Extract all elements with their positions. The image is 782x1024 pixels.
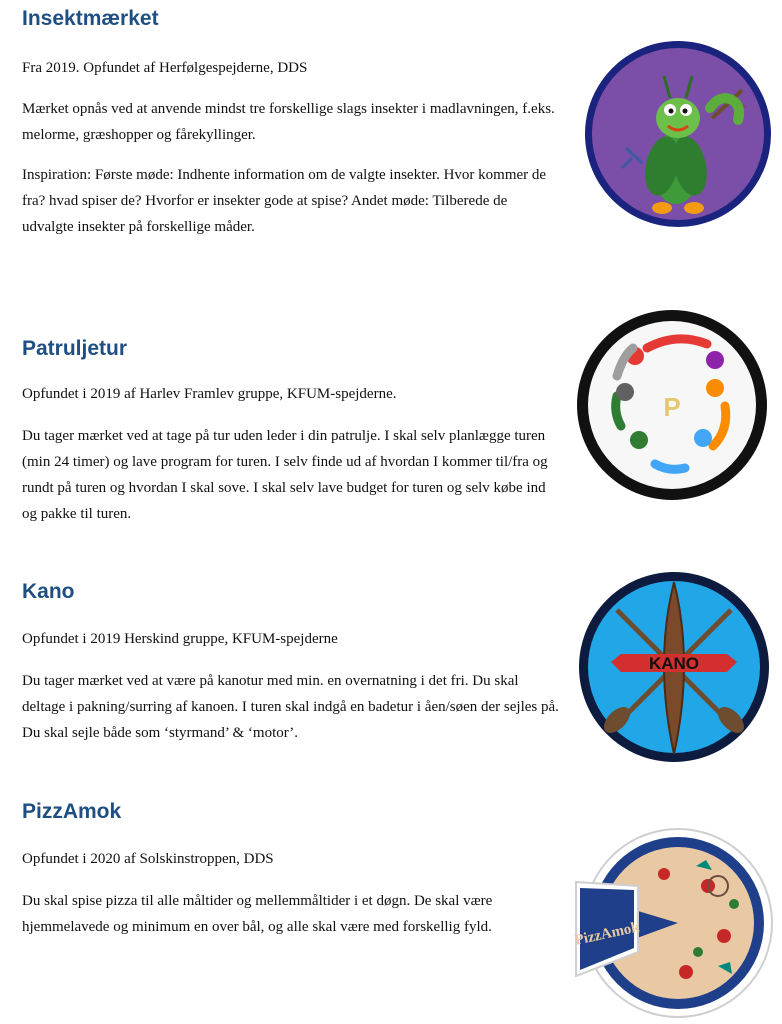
badge-text: PizzAmok [573,919,642,949]
section-origin: Opfundet i 2020 af Solskinstroppen, DDS [22,851,274,867]
section-origin: Opfundet i 2019 Herskind gruppe, KFUM-spejderne [22,631,338,647]
section-title: Patruljetur [22,337,128,360]
section-paragraph: Inspiration: Første møde: Indhente information om de valgte insekter. Hvor kommer de fra? hvad spiser de? Hvorfor er insekter gode at spise? Andet møde: Tilberede de udvalgte insekter på forskellige måder. [22,167,547,235]
badge-letter: P [663,392,681,422]
badge-banner: KANO [648,654,700,673]
grasshopper-badge-icon [582,38,774,230]
pizza-badge-icon [568,826,778,1020]
section-origin: Opfundet i 2019 af Harlev Framlev gruppe, KFUM-spejderne. [22,386,397,402]
section-paragraph: Du tager mærket ved at være på kanotur med min. en overnatning i det fri. Du skal deltage i pakning/surring af kanoen. I turen skal indgå en badetur i åen/søen der sejles på. Du skal sejle både som ‘styrmand’ & ‘motor’. [22,673,559,741]
section-title: Insektmærket [22,7,159,30]
section-paragraph: Du skal spise pizza til alle måltider og mellemmåltider i et døgn. De skal være hjemmelavede og minimum en over bål, og alle skal være med forskellig fyld. [22,893,493,935]
patrol-circle-badge-icon [575,308,769,502]
section-paragraph: Mærket opnås ved at anvende mindst tre forskellige slags insekter i madlavningen, f.eks. melorme, græshopper og fårekyllinger. [22,101,555,143]
section-origin: Fra 2019. Opfundet af Herfølgespejderne, DDS [22,60,308,76]
section-title: PizzAmok [22,800,122,823]
section-title: Kano [22,580,75,603]
section-paragraph: Du tager mærket ved at tage på tur uden leder i din patrulje. I skal selv planlægge turen (min 24 timer) og lave program for turen. I selv finde ud af hvordan I kommer til/fra og rundt på turen og hvordan I skal sove. I skal selv lave budget for turen og selv købe ind og pakke til turen. [22,428,548,522]
canoe-badge-icon [577,570,771,764]
